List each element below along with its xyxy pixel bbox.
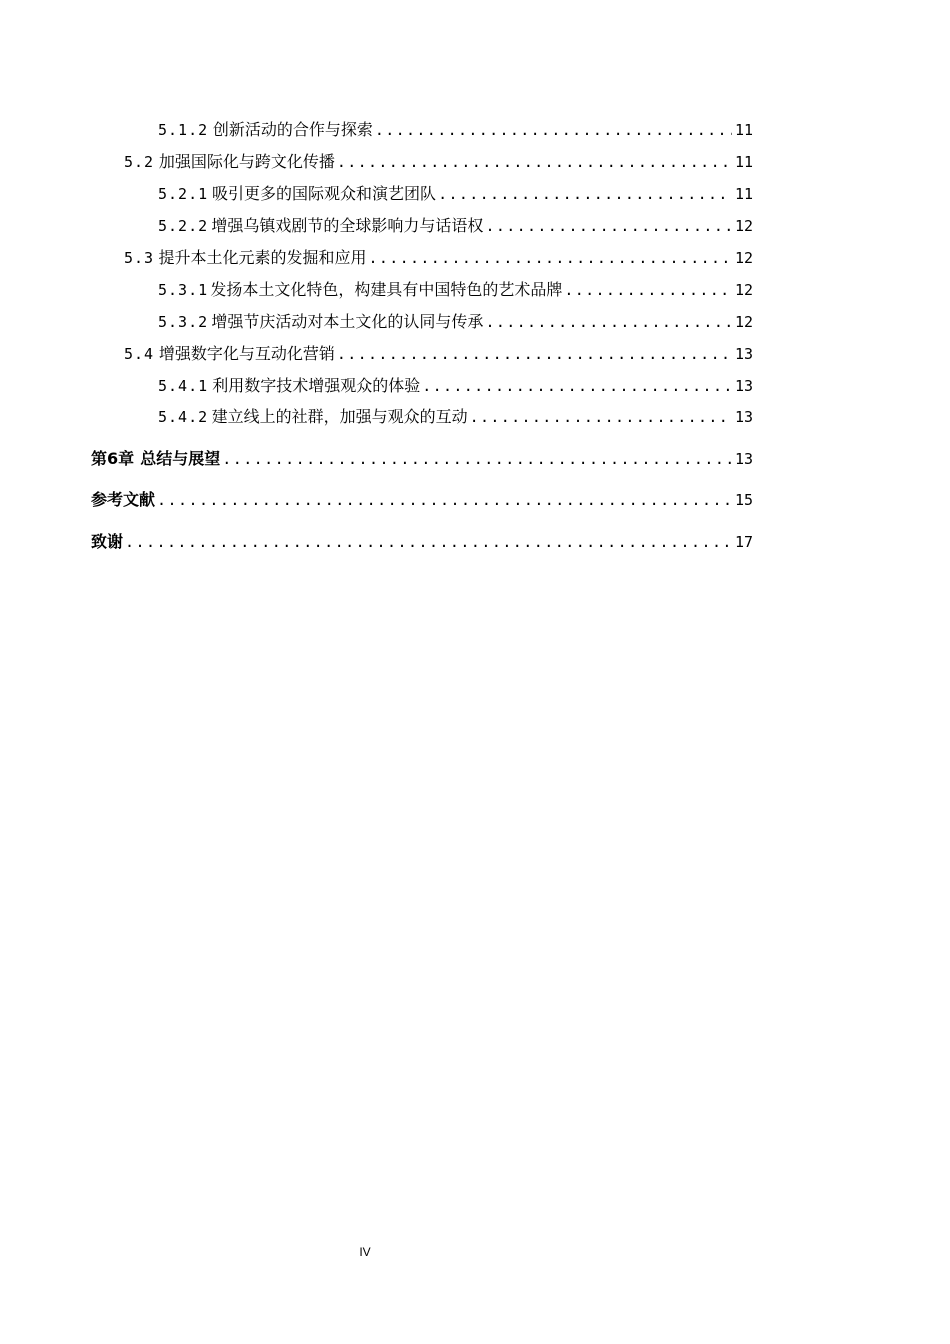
dot-leader bbox=[375, 119, 732, 141]
toc-entry-references[interactable] bbox=[91, 489, 753, 511]
toc-entry-number: 5.4 bbox=[124, 345, 155, 363]
toc-entry-5-4-2[interactable] bbox=[158, 406, 753, 428]
toc-entry-title: 增强节庆活动对本土文化的认同与传承 bbox=[211, 312, 484, 331]
toc-entry-title: 建立线上的社群，加强与观众的互动 bbox=[211, 407, 468, 426]
toc-entry-page: 15 bbox=[734, 491, 753, 509]
dot-leader bbox=[485, 311, 732, 333]
dot-leader bbox=[337, 343, 732, 365]
toc-entry-title: 参考文献 bbox=[91, 490, 156, 509]
toc-entry-5-3[interactable] bbox=[124, 247, 753, 269]
toc-entry-title: 利用数字技术增强观众的体验 bbox=[212, 376, 421, 395]
dot-leader bbox=[438, 183, 732, 205]
dot-leader bbox=[470, 406, 732, 428]
toc-entry-number: 5.2 bbox=[124, 153, 155, 171]
toc-entry-5-3-2[interactable] bbox=[158, 311, 753, 333]
toc-entry-page: 12 bbox=[734, 313, 753, 331]
toc-entry-5-1-2[interactable] bbox=[158, 119, 753, 141]
toc-entry-number: 5.2.2 bbox=[158, 217, 209, 235]
toc-entry-page: 13 bbox=[734, 377, 753, 395]
toc-entry-number: 5.3.1 bbox=[158, 281, 209, 299]
dot-leader bbox=[368, 247, 731, 269]
toc-entry-page: 11 bbox=[734, 153, 753, 171]
dot-leader bbox=[125, 531, 732, 553]
toc-entry-title: 提升本土化元素的发掘和应用 bbox=[158, 248, 367, 267]
toc-chapter-label: 第6章 bbox=[91, 449, 135, 468]
toc-entry-chapter-6[interactable] bbox=[91, 448, 753, 470]
toc-entry-title: 发扬本土文化特色，构建具有中国特色的艺术品牌 bbox=[210, 280, 563, 299]
toc-entry-number: 5.4.1 bbox=[158, 377, 209, 395]
toc-entry-title: 致谢 bbox=[91, 532, 124, 551]
toc-entry-page: 11 bbox=[734, 185, 753, 203]
toc-entry-page: 13 bbox=[734, 345, 753, 363]
toc-entry-number: 5.2.1 bbox=[158, 185, 209, 203]
toc-entry-page: 13 bbox=[734, 450, 753, 468]
dot-leader bbox=[422, 375, 732, 397]
dot-leader bbox=[564, 279, 732, 301]
toc-entry-page: 12 bbox=[734, 281, 753, 299]
toc-entry-5-2-2[interactable] bbox=[158, 215, 753, 237]
toc-entry-page: 12 bbox=[734, 217, 753, 235]
toc-entry-page: 17 bbox=[734, 533, 753, 551]
toc-entry-number: 5.3 bbox=[124, 249, 155, 267]
dot-leader bbox=[222, 448, 732, 470]
toc-entry-acknowledgements[interactable] bbox=[91, 531, 753, 553]
toc-entry-number: 5.3.2 bbox=[158, 313, 209, 331]
toc-entry-5-3-1[interactable] bbox=[158, 279, 753, 301]
toc-entry-number: 5.4.2 bbox=[158, 408, 209, 426]
toc-entry-page: 12 bbox=[734, 249, 753, 267]
page-number: IV bbox=[359, 1245, 371, 1259]
toc-entry-5-4-1[interactable] bbox=[158, 375, 753, 397]
toc-entry-title: 总结与展望 bbox=[140, 449, 221, 468]
toc-entry-title: 增强数字化与互动化营销 bbox=[158, 344, 335, 363]
dot-leader bbox=[337, 151, 732, 173]
toc-entry-page: 11 bbox=[734, 121, 753, 139]
toc-entry-title: 增强乌镇戏剧节的全球影响力与话语权 bbox=[211, 216, 484, 235]
toc-entry-number: 5.1.2 bbox=[158, 121, 209, 139]
toc-entry-5-2[interactable] bbox=[124, 151, 753, 173]
dot-leader bbox=[485, 215, 732, 237]
toc-entry-5-4[interactable] bbox=[124, 343, 753, 365]
toc-entry-page: 13 bbox=[734, 408, 753, 426]
toc-entry-title: 加强国际化与跨文化传播 bbox=[158, 152, 335, 171]
toc-entry-5-2-1[interactable] bbox=[158, 183, 753, 205]
dot-leader bbox=[157, 489, 732, 511]
toc-entry-title: 吸引更多的国际观众和演艺团队 bbox=[212, 184, 437, 203]
toc-entry-title: 创新活动的合作与探索 bbox=[212, 120, 373, 139]
